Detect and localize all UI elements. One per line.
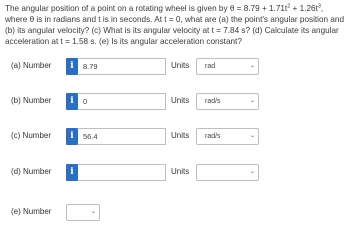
part-a-units-value: rad — [205, 63, 216, 70]
part-a-units-label: Units — [171, 61, 190, 70]
info-icon[interactable]: i — [66, 58, 78, 75]
part-d-units-label: Units — [171, 167, 190, 176]
question-text: The angular position of a point on a rotating wheel is given by $\theta = 8.79 + 1.71t^2 + 1.26t^3$, where θ is in radians and t is in seconds. At t = 0, what are (a) the point's angular position and (b) its angular velocity? (c) What is its angular velocity at t = 7.84 s? (d) Calculate its angular acceleration at t = 1.58 s. (e) Is its angular acceleration constant? — [5, 3, 345, 46]
part-b-label: (b) Number — [11, 96, 52, 105]
part-d-row — [0, 164, 350, 181]
part-c-row — [0, 128, 350, 145]
part-e-label: (e) Number — [11, 207, 52, 216]
part-a-units-select[interactable] — [196, 58, 259, 75]
chevron-down-icon: ⌄ — [249, 169, 255, 175]
part-c-units-value: rad/s — [205, 133, 221, 140]
part-c-label: (c) Number — [11, 131, 52, 140]
part-b-row — [0, 93, 350, 110]
part-a-row — [0, 58, 350, 75]
chevron-down-icon: ⌄ — [249, 63, 255, 69]
info-icon[interactable]: i — [66, 128, 78, 145]
part-d-answer-input[interactable] — [78, 164, 166, 181]
part-b-units-value: rad/s — [205, 98, 221, 105]
chevron-down-icon: ⌄ — [90, 209, 96, 215]
part-e-answer-select[interactable] — [66, 204, 100, 221]
part-e-row — [0, 204, 350, 221]
part-a-answer-input[interactable]: 8.79 — [78, 58, 166, 75]
info-icon[interactable]: i — [66, 164, 78, 181]
part-d-label: (d) Number — [11, 167, 52, 176]
part-a-label: (a) Number — [11, 61, 52, 70]
part-d-units-select[interactable] — [196, 164, 259, 181]
chevron-down-icon: ⌄ — [249, 133, 255, 139]
part-c-answer-input[interactable]: 56.4 — [78, 128, 166, 145]
info-icon[interactable]: i — [66, 93, 78, 110]
part-c-units-label: Units — [171, 131, 190, 140]
part-b-units-label: Units — [171, 96, 190, 105]
chevron-down-icon: ⌄ — [249, 98, 255, 104]
part-b-units-select[interactable] — [196, 93, 259, 110]
part-c-units-select[interactable] — [196, 128, 259, 145]
part-b-answer-input[interactable]: 0 — [78, 93, 166, 110]
